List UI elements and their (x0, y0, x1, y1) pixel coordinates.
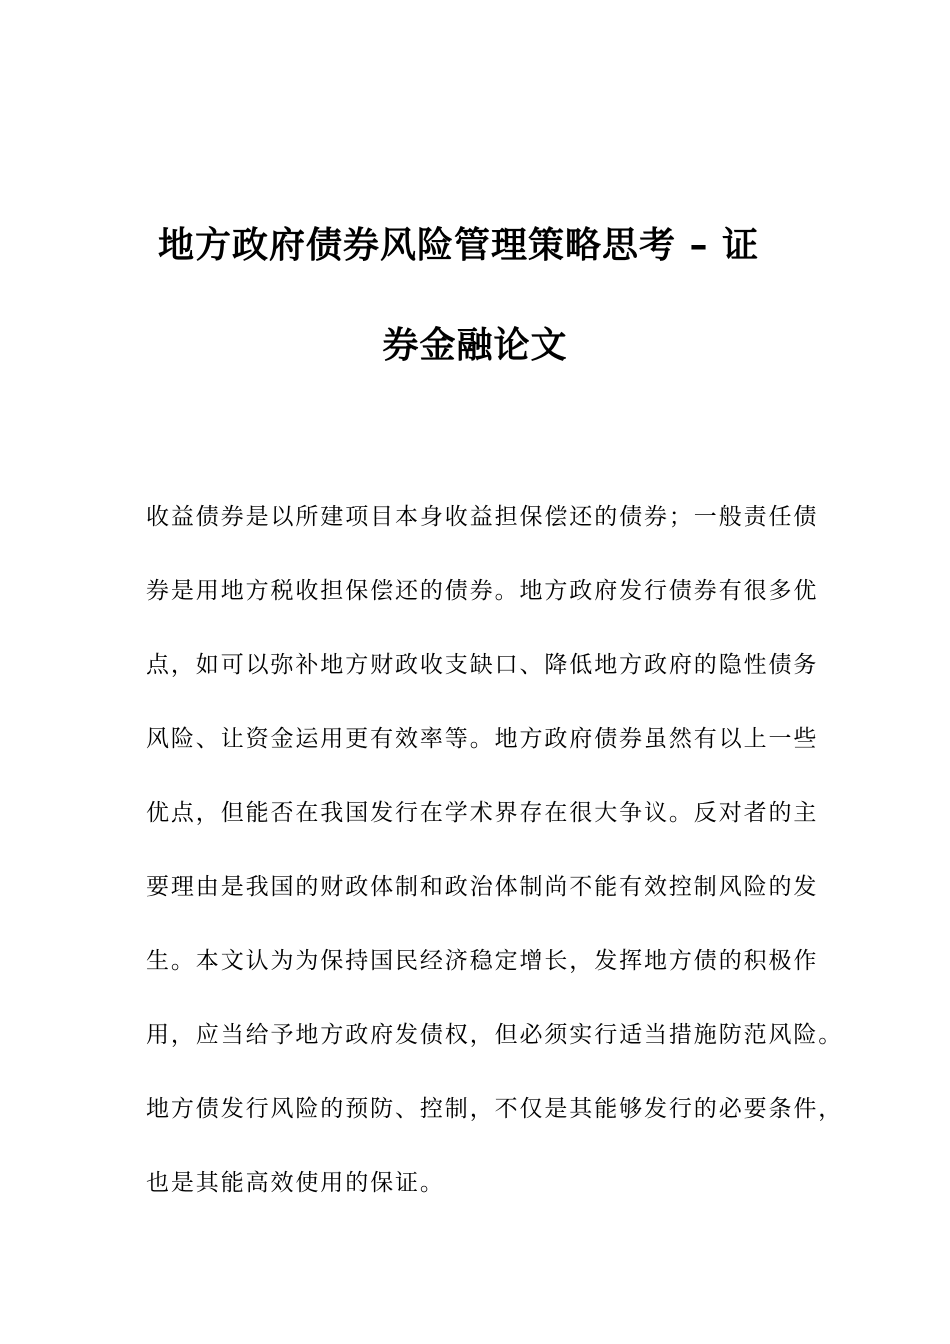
title-line-2: 券金融论文 (382, 325, 568, 366)
body-line-9: 地方债发行风险的预防、控制，不仅是其能够发行的必要条件， (146, 1096, 844, 1122)
body-line-6: 要理由是我国的财政体制和政治体制尚不能有效控制风险的发 (146, 874, 819, 900)
body-line-10: 也是其能高效使用的保证。 (146, 1170, 445, 1196)
body-line-1: 收益债券是以所建项目本身收益担保偿还的债券；一般责任债 (146, 504, 819, 530)
body-line-7: 生。本文认为为保持国民经济稳定增长，发挥地方债的积极作 (146, 948, 819, 974)
body-line-2: 券是用地方税收担保偿还的债券。地方政府发行债券有很多优 (146, 578, 819, 604)
body-line-4: 风险、让资金运用更有效率等。地方政府债券虽然有以上一些 (146, 726, 819, 752)
body-line-5: 优点，但能否在我国发行在学术界存在很大争议。反对者的主 (146, 800, 819, 826)
body-line-3: 点，如可以弥补地方财政收支缺口、降低地方政府的隐性债务 (146, 652, 819, 678)
document-body (146, 480, 844, 1220)
body-line-8: 用，应当给予地方政府发债权，但必须实行适当措施防范风险。 (146, 1022, 844, 1048)
title-line-1: 地方政府债券风险管理策略思考 – 证 (158, 225, 760, 266)
